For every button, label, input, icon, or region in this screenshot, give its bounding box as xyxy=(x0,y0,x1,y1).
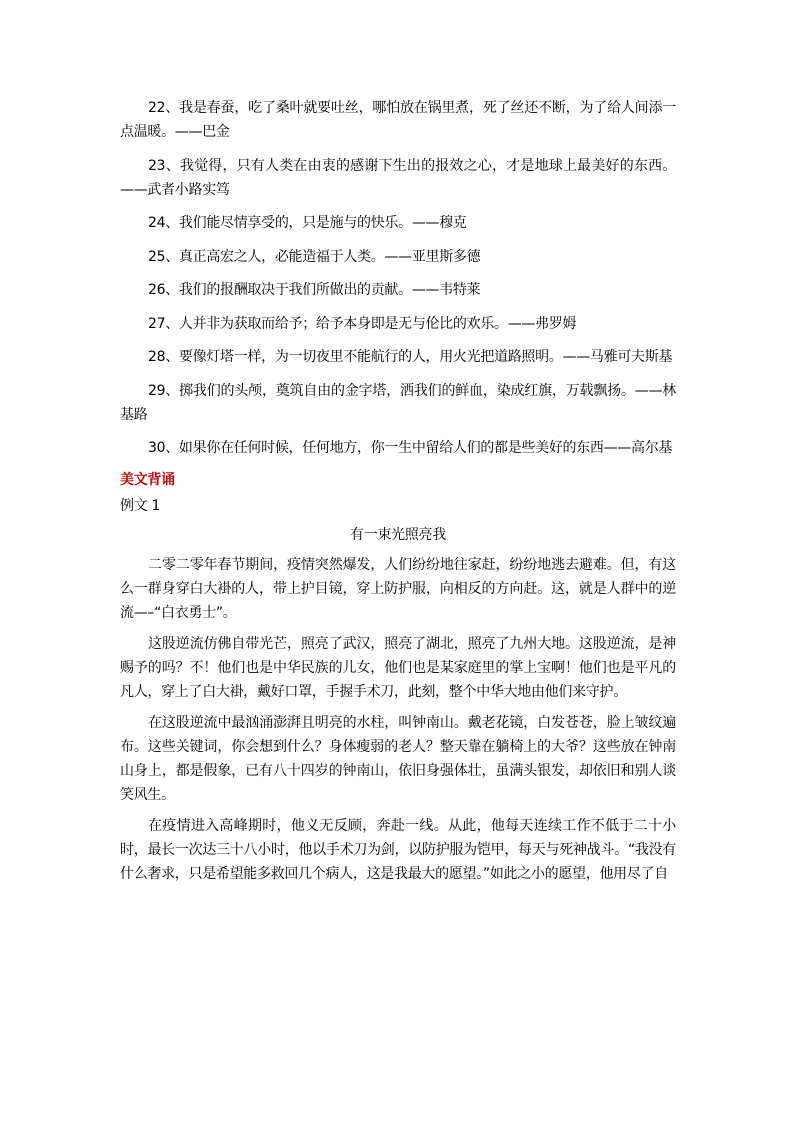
quote-item: 23、我觉得，只有人类在由衷的感谢下生出的报效之心，才是地球上最美好的东西。——武者小路实笃 xyxy=(120,157,676,198)
quote-item: 25、真正高宏之人，必能造福于人类。——亚里斯多德 xyxy=(148,248,481,265)
quote-item: 26、我们的报酬取决于我们所做出的贡献。——韦特莱 xyxy=(148,282,481,298)
essay-paragraph: 二零二零年春节期间，疫情突然爆发，人们纷纷地往家赶，纷纷地逃去避难。但，有这么一群身穿白大褂的人，带上护目镜，穿上防护服，向相反的方向赶。这，就是人群中的逆流—–“白衣勇士”。 xyxy=(120,556,676,621)
essay-title: 有一束光照亮我 xyxy=(350,526,446,543)
quote-item: 28、要像灯塔一样，为一切夜里不能航行的人，用火光把道路照明。——马雅可夫斯基 xyxy=(148,349,673,365)
example-label: 例文 1 xyxy=(120,497,161,514)
section-heading: 美文背诵 xyxy=(120,471,175,488)
essay-paragraph: 在疫情进入高峰期时，他义无反顾，奔赴一线。从此，他每天连续工作不低于二十小时，最长一次达三十八小时，他以手术刀为剑，以防护服为铠甲，每天与死神战斗。“我没有什么奢求，只是希望能多救回几个病人，这是我最大的愿望。”如此之小的愿望，他用尽了自 xyxy=(120,817,676,882)
essay-paragraph: 这股逆流仿佛自带光芒，照亮了武汉，照亮了湖北，照亮了九州大地。这股逆流，是神赐予的吗？不！他们也是中华民族的儿女，他们也是某家庭里的掌上宝啊！他们也是平凡的凡人，穿上了白大褂，戴好口罩，手握手术刀，此刻，整个中华大地由他们来守护。 xyxy=(120,635,676,700)
quote-item: 22、我是春蚕，吃了桑叶就要吐丝，哪怕放在锅里煮，死了丝还不断，为了给人间添一点温暖。——巴金 xyxy=(120,100,676,140)
quote-item: 27、人并非为获取而给予；给予本身即是无与伦比的欢乐。——弗罗姆 xyxy=(148,315,577,332)
quote-item: 24、我们能尽情享受的，只是施与的快乐。——穆克 xyxy=(148,215,467,231)
quote-item: 30、如果你在任何时候，任何地方，你一生中留给人们的都是些美好的东西——高尔基 xyxy=(148,440,673,456)
document-content xyxy=(120,96,676,893)
essay-paragraph: 在这股逆流中最汹涌澎湃且明亮的水柱，叫钟南山。戴老花镜，白发苍苍，脸上皱纹遍布。这些关键词，你会想到什么？身体瘦弱的老人？整天靠在躺椅上的大爷？这些放在钟南山身上，都是假象，已有八十四岁的钟南山，依旧身强体壮，虽满头银发，却依旧和别人谈笑风生。 xyxy=(120,714,676,803)
quote-item: 29、掷我们的头颅，奠筑自由的金字塔，洒我们的鲜血，染成红旗，万载飘扬。——林基路 xyxy=(120,382,676,423)
